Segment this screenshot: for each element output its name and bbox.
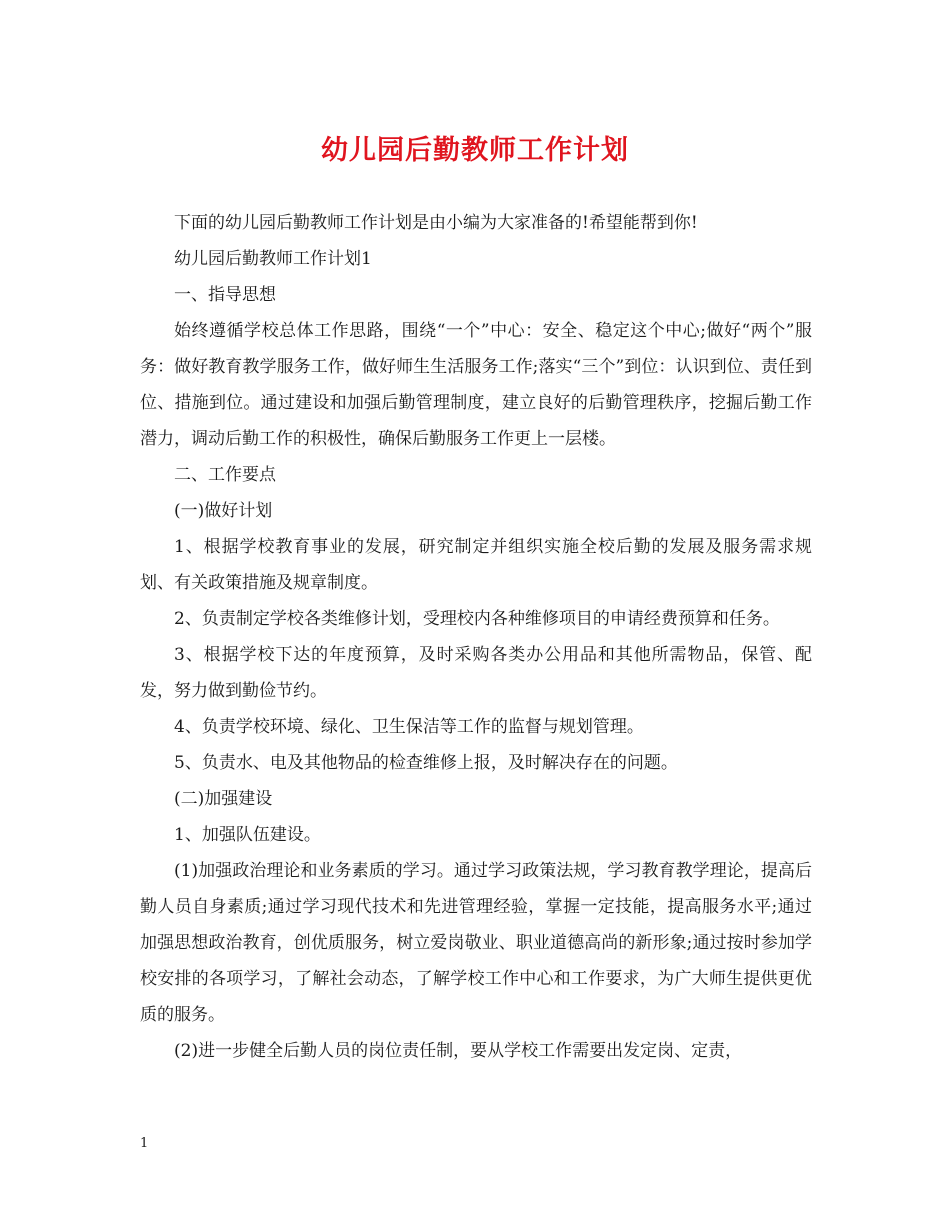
document-body	[140, 205, 812, 1069]
list-item: 2、负责制定学校各类维修计划，受理校内各种维修项目的申请经费预算和任务。	[174, 609, 780, 629]
paragraph: 下面的幼儿园后勤教师工作计划是由小编为大家准备的!希望能帮到你!	[174, 213, 698, 233]
paragraph: 始终遵循学校总体工作思路，围绕“一个”中心：安全、稳定这个中心;做好“两个”服务：做好教育教学服务工作，做好师生生活服务工作;落实“三个”到位：认识到位、责任到位、措施到位。通过建设和加强后勤管理制度，建立良好的后勤管理秩序，挖掘后勤工作潜力，调动后勤工作的积极性，确保后勤服务工作更上一层楼。	[140, 321, 812, 449]
subsection-heading: (二)加强建设	[174, 789, 273, 809]
subsection-heading: (一)做好计划	[174, 501, 273, 521]
list-item: 3、根据学校下达的年度预算，及时采购各类办公用品和其他所需物品，保管、配发，努力做到勤俭节约。	[140, 645, 812, 701]
list-item: 5、负责水、电及其他物品的检查维修上报，及时解决存在的问题。	[174, 753, 678, 773]
paragraph: (2)进一步健全后勤人员的岗位责任制，要从学校工作需要出发定岗、定责，	[174, 1041, 743, 1061]
section-heading: 幼儿园后勤教师工作计划1	[174, 249, 372, 269]
section-heading: 一、指导思想	[174, 285, 276, 305]
list-item: 4、负责学校环境、绿化、卫生保洁等工作的监督与规划管理。	[174, 717, 644, 737]
list-item: 1、根据学校教育事业的发展，研究制定并组织实施全校后勤的发展及服务需求规划、有关政策措施及规章制度。	[140, 537, 812, 593]
paragraph: (1)加强政治理论和业务素质的学习。通过学习政策法规，学习教育教学理论，提高后勤人员自身素质;通过学习现代技术和先进管理经验，掌握一定技能，提高服务水平;通过加强思想政治教育，创优质服务，树立爱岗敬业、职业道德高尚的新形象;通过按时参加学校安排的各项学习，了解社会动态，了解学校工作中心和工作要求，为广大师生提供更优质的服务。	[140, 861, 812, 1025]
document-title: 幼儿园后勤教师工作计划	[321, 135, 629, 166]
section-heading: 二、工作要点	[174, 465, 276, 485]
list-item: 1、加强队伍建设。	[174, 825, 321, 845]
page-number: 1	[140, 1136, 149, 1151]
